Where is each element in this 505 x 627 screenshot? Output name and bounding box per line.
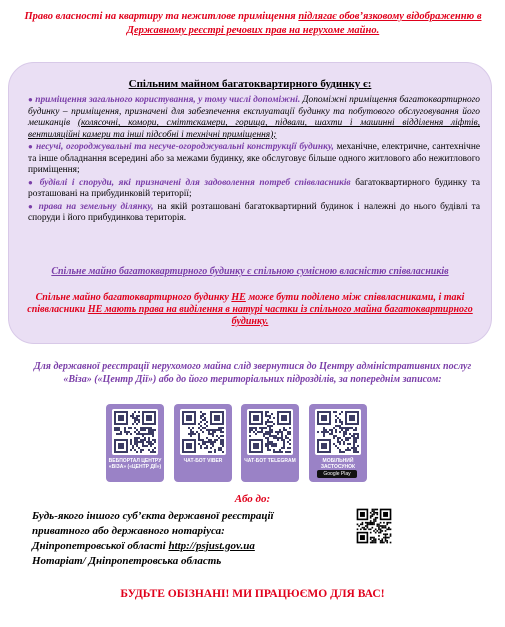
qr-card-label: ВЕБПОРТАЛ ЦЕНТРУ «ВІЗА» («ЦЕНТР ДІЇ») (108, 458, 162, 470)
list-item (28, 201, 480, 225)
top-notice-part2: підлягає обов’язковому відображенню в Державному реєстрі речових прав на нерухоме майно. (126, 11, 482, 36)
bullet-icon: ● (28, 95, 33, 104)
other-line: Нотаріат/ Дніпропетровська область (32, 555, 222, 567)
list-item-head: несучі, огороджувальні та несуче-огороджувальні конструкції будинку, (35, 142, 334, 152)
list-item-head: приміщення загального користування, у тому числі допоміжні. (35, 95, 301, 105)
other-line: приватного або державного нотаріуса: (32, 525, 225, 537)
qr-code-icon (112, 409, 158, 455)
list-item-text: механічне, електричне, сантехнічне та інше обладнання всередині або за межами будинку, яке обслуговує більше одного житлового або нежитлового приміщення; (28, 142, 481, 175)
common-property-list (28, 94, 480, 225)
box-title: Спільним майном багатоквартирного будинку є: (128, 78, 372, 90)
bullet-icon: ● (28, 177, 36, 187)
bullet-icon: ● (28, 201, 35, 211)
qr-code-icon (315, 409, 361, 455)
list-item (28, 94, 480, 141)
other-line-text: Дніпропетровської області (32, 540, 169, 552)
bullet-icon: ● (28, 142, 34, 151)
list-item-head: будівлі і споруди, які призначені для задоволення потреб співвласників (39, 177, 351, 188)
or-title: Або до: (234, 493, 271, 505)
notary-qr-code-icon[interactable] (355, 507, 393, 545)
qr-code-icon (180, 409, 226, 455)
note-text: Спільне майно багатоквартирного будинку (35, 292, 232, 303)
psjust-link[interactable]: http://psjust.gov.ua (168, 540, 255, 552)
note-emphasis: НЕ (231, 292, 246, 303)
list-item (28, 177, 480, 201)
bottom-banner: БУДЬТЕ ОБІЗНАНІ! МИ ПРАЦЮЄМО ДЛЯ ВАС! (120, 588, 385, 600)
list-item (28, 141, 480, 177)
list-item-tail: (колясочні, комори, сміттєкамери, горища, підвали, шахти і машинні відділення ліфтів, вентиляційні камери та інші підсобні і технічні приміщення); (28, 118, 480, 140)
list-item-text: на якій розташовані багатоквартирний будинок і належні до нього будівлі та споруди і його прибудинкова територія. (28, 201, 480, 223)
qr-card-label: ЧАТ-БОТ VIBER (183, 458, 223, 464)
top-notice (8, 10, 498, 38)
list-item-text: багатоквартирного будинку та розташовані на прибудинковій території; (28, 177, 480, 199)
other-registrars (32, 509, 352, 569)
list-item-head: права на земельну ділянку, (38, 201, 154, 212)
note-text: може бути поділено між співвласниками, і такі співвласники (27, 292, 465, 315)
qr-card-label: ЧАТ-БОТ TELEGRAM (244, 458, 296, 464)
note-emphasis: НЕ (87, 304, 103, 315)
top-notice-part1: Право власності на квартиру та нежитлове приміщення (24, 11, 299, 22)
list-item-text: Допоміжні приміщення багатоквартирного будинку – приміщення, призначені для забезпечення експлуатації будинку та побутового обслуговування його мешканців (28, 95, 480, 128)
note-text: мають права на виділення в натурі частки із спільного майна багатоквартирного будинку. (102, 304, 473, 327)
registration-text: Для державної реєстрації нерухомого майна слід звернутися до Центру адміністративних послуг «Віза» («Центр Дії») або до його територіальних підрозділів, за попереднім записом: (33, 361, 472, 385)
qr-card-telegram[interactable] (241, 404, 299, 482)
other-line: Будь-якого іншого суб’єкта державної реєстрації (32, 510, 274, 522)
qr-card-viber[interactable] (174, 404, 232, 482)
qr-card-web-portal[interactable] (106, 404, 164, 482)
other-line (32, 539, 352, 554)
qr-code-icon (247, 409, 293, 455)
no-division-note (20, 292, 480, 328)
joint-ownership-note: Спільне майно багатоквартирного будинку є спільною сумісною власністю співвласників (51, 266, 449, 277)
google-play-badge[interactable]: Google Play (317, 470, 357, 478)
qr-card-label: МОБІЛЬНИЙ ЗАСТОСУНОК (320, 458, 356, 470)
